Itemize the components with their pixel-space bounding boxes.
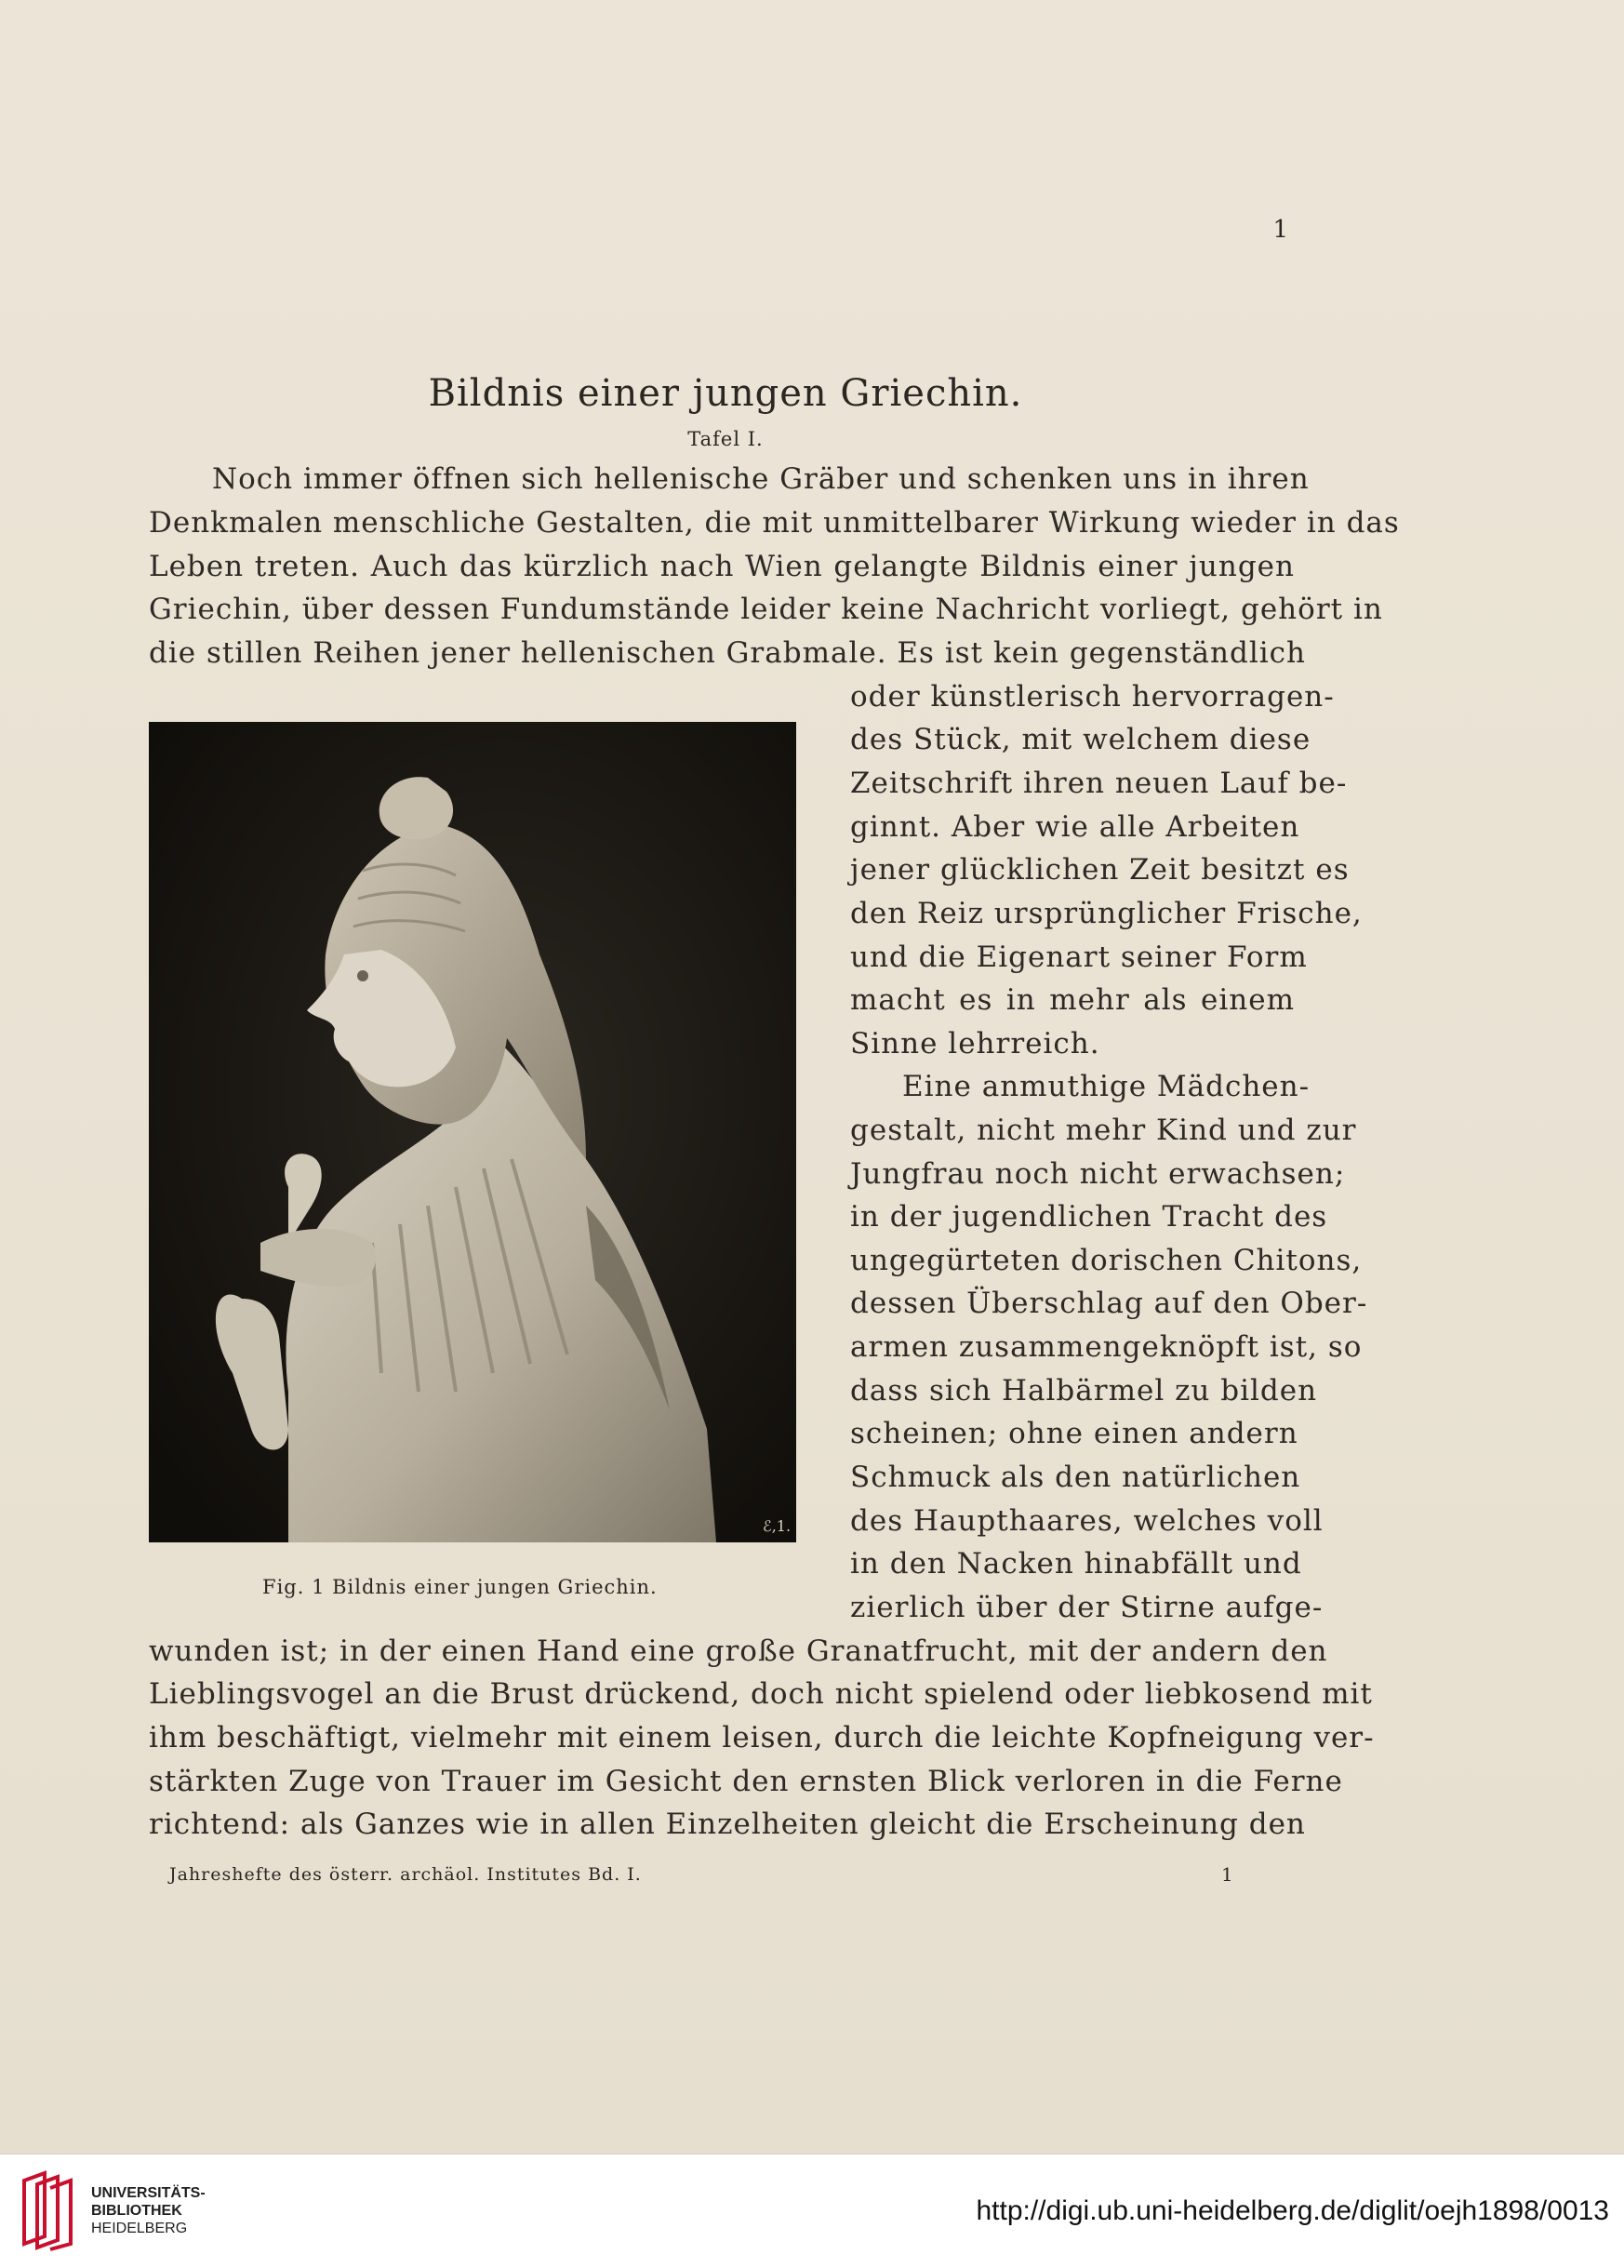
text-line: des Stück, mit welchem diese [850,723,1311,756]
library-name-line: UNIVERSITÄTS- [91,2185,206,2201]
library-name-line: BIBLIOTHEK [91,2203,182,2219]
text-line: Noch immer öffnen sich hellenische Gräber und schenken uns in ihren [212,462,1310,496]
text-line: Jungfrau noch nicht erwachsen; [850,1157,1346,1191]
text-line: Leben treten. Auch das kürzlich nach Wien gelangte Bildnis einer jungen [149,550,1295,583]
text-line: ihm beschäftigt, vielmehr mit einem leisen, durch die leichte Kopfneigung ver- [149,1721,1375,1754]
text-line: ginnt. Aber wie alle Arbeiten [850,810,1300,844]
text-line: Eine anmuthige Mädchen- [902,1070,1311,1103]
text-line: stärkten Zuge von Trauer im Gesicht den ernsten Blick verloren in die Ferne [149,1765,1343,1798]
text-line: macht es in mehr als einem [850,983,1295,1017]
text-line: die stillen Reihen jener hellenischen Grabmale. Es ist kein gegenständlich [149,636,1306,670]
text-line: des Haupthaares, welches voll [850,1504,1324,1538]
text-line: jener glücklichen Zeit besitzt es [850,853,1350,887]
text-line: ungegürteten dorischen Chitons, [850,1244,1363,1277]
text-line: dessen Überschlag auf den Ober- [850,1287,1368,1320]
figure-caption: Fig. 1 Bildnis einer jungen Griechin. [262,1576,658,1598]
text-line: armen zusammengeknöpft ist, so [850,1330,1363,1364]
bust-image [149,722,796,1542]
text-line: wunden ist; in der einen Hand eine große Granatfrucht, mit der andern den [149,1634,1328,1668]
text-line: richtend: als Ganzes wie in allen Einzelheiten gleicht die Erscheinung den [149,1808,1306,1841]
page-number: 1 [1272,216,1289,244]
journal-footer: Jahreshefte des österr. archäol. Institutes Bd. I. [169,1864,642,1885]
text-line: in der jugendlichen Tracht des [850,1200,1328,1234]
text-line: gestalt, nicht mehr Kind und zur [850,1114,1357,1147]
figure-bust-photograph [149,722,796,1542]
plate-reference: Tafel I. [687,428,764,450]
text-line: und die Eigenart seiner Form [850,941,1308,974]
library-name-line: HEIDELBERG [91,2221,188,2236]
text-line: Denkmalen menschliche Gestalten, die mit unmittelbarer Wirkung wieder in das [149,506,1400,540]
text-line: dass sich Halbärmel zu bilden [850,1374,1318,1407]
text-line: Griechin, über dessen Fundumstände leider keine Nachricht vorliegt, gehört in [149,593,1383,626]
text-line: Schmuck als den natürlichen [850,1461,1301,1494]
text-line: Lieblingsvogel an die Brust drückend, doch nicht spielend oder liebkosend mit [149,1677,1373,1711]
figure-signature: ℰ,1. [763,1517,792,1535]
text-line: den Reiz ursprünglicher Frische, [850,897,1363,930]
library-name [91,2184,206,2237]
library-footer-bar [0,2154,1624,2268]
text-line: scheinen; ohne einen andern [850,1417,1298,1450]
text-line: Zeitschrift ihren neuen Lauf be- [850,767,1348,800]
article-title: Bildnis einer jungen Griechin. [428,372,1023,415]
text-line: Sinne lehrreich. [850,1027,1100,1061]
sheet-signature: 1 [1221,1863,1233,1886]
library-logo-icon [17,2171,82,2249]
text-line: oder künstlerisch hervorragen- [850,680,1335,714]
permalink-url[interactable]: http://digi.ub.uni-heidelberg.de/diglit/oejh1898/0013 [976,2195,1609,2226]
text-line: zierlich über der Stirne aufge- [850,1591,1324,1624]
text-line: in den Nacken hinabfällt und [850,1547,1302,1581]
